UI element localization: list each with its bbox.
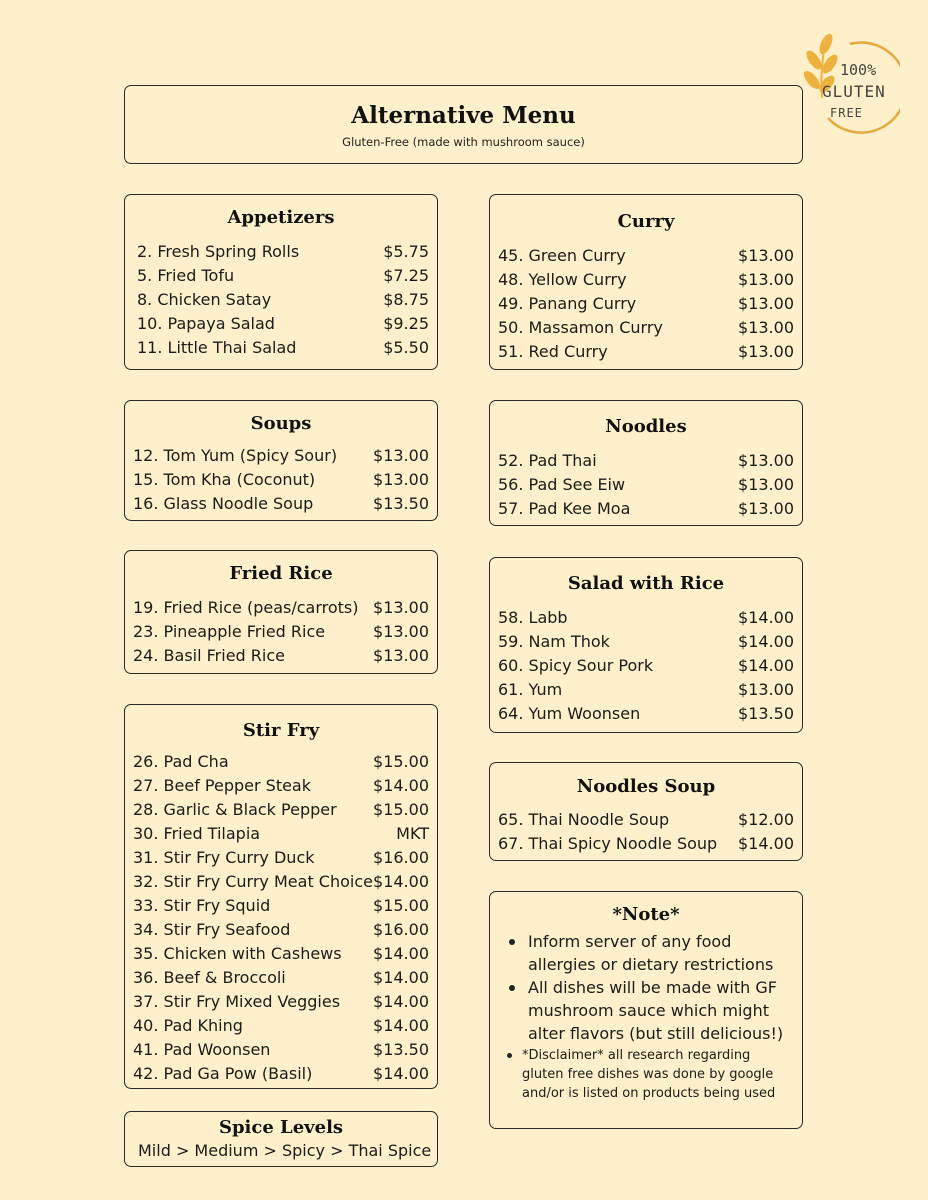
item-price: $14.00	[738, 834, 794, 853]
item-price: $13.00	[738, 342, 794, 361]
item-name: 51. Red Curry	[498, 342, 608, 361]
stir-fry-list	[133, 750, 429, 1086]
item-price: $13.00	[373, 446, 429, 465]
item-price: $13.00	[738, 451, 794, 470]
menu-item	[137, 288, 429, 312]
item-price: $8.75	[383, 290, 429, 309]
menu-item	[133, 492, 429, 516]
salad-with-rice-section	[489, 557, 803, 733]
menu-item	[133, 894, 429, 918]
menu-item	[498, 630, 794, 654]
menu-item	[498, 268, 794, 292]
item-name: 42. Pad Ga Pow (Basil)	[133, 1064, 313, 1083]
item-name: 61. Yum	[498, 680, 563, 699]
menu-item	[137, 336, 429, 360]
menu-item	[137, 264, 429, 288]
item-price: $14.00	[373, 776, 429, 795]
item-name: 15. Tom Kha (Coconut)	[133, 470, 316, 489]
appetizers-list	[137, 240, 429, 360]
section-heading: Soups	[250, 413, 312, 434]
noodles-section	[489, 400, 803, 526]
noodles-soup-list	[498, 808, 794, 856]
item-price: $13.00	[738, 680, 794, 699]
menu-item	[498, 449, 794, 473]
logo-text-free: FREE	[830, 106, 863, 120]
menu-item	[498, 473, 794, 497]
item-name: 11. Little Thai Salad	[137, 338, 297, 357]
menu-item	[498, 832, 794, 856]
curry-list	[498, 244, 794, 364]
gluten-free-logo	[800, 30, 900, 140]
item-price: $15.00	[373, 800, 429, 819]
section-heading: Stir Fry	[242, 720, 320, 741]
spice-levels-section	[124, 1111, 438, 1167]
bullet-icon	[509, 985, 515, 991]
menu-item	[498, 292, 794, 316]
note-text: All dishes will be made with GF mushroom sauce which might alter flavors (but still delicious!)	[528, 978, 784, 1043]
item-name: 31. Stir Fry Curry Duck	[133, 848, 315, 867]
fried-rice-section	[124, 550, 438, 674]
menu-item	[498, 654, 794, 678]
item-name: 33. Stir Fry Squid	[133, 896, 271, 915]
menu-item	[498, 340, 794, 364]
item-price: MKT	[396, 824, 429, 843]
item-name: 41. Pad Woonsen	[133, 1040, 271, 1059]
menu-item	[133, 990, 429, 1014]
item-name: 52. Pad Thai	[498, 451, 597, 470]
item-price: $16.00	[373, 920, 429, 939]
noodles-list	[498, 449, 794, 521]
fried-rice-list	[133, 596, 429, 668]
item-price: $14.00	[373, 1016, 429, 1035]
menu-item	[133, 798, 429, 822]
menu-item	[498, 316, 794, 340]
item-price: $13.00	[373, 646, 429, 665]
menu-item	[133, 620, 429, 644]
section-heading: Salad with Rice	[567, 573, 725, 594]
item-price: $13.50	[373, 1040, 429, 1059]
menu-header	[124, 85, 803, 164]
item-price: $14.00	[373, 944, 429, 963]
item-name: 8. Chicken Satay	[137, 290, 272, 309]
menu-item	[133, 750, 429, 774]
item-price: $16.00	[373, 848, 429, 867]
menu-item	[498, 606, 794, 630]
item-price: $9.25	[383, 314, 429, 333]
menu-item	[133, 942, 429, 966]
logo-text-gluten: GLUTEN	[822, 82, 886, 101]
menu-item	[133, 774, 429, 798]
item-name: 59. Nam Thok	[498, 632, 610, 651]
menu-item	[133, 870, 429, 894]
section-heading: Appetizers	[227, 207, 335, 228]
page-title: Alternative Menu	[351, 102, 576, 129]
logo-text-100: 100%	[840, 61, 877, 79]
item-price: $13.00	[373, 622, 429, 641]
item-price: $13.00	[738, 246, 794, 265]
item-name: 32. Stir Fry Curry Meat Choice	[133, 872, 373, 891]
section-heading: Noodles Soup	[576, 776, 716, 797]
menu-item	[137, 240, 429, 264]
menu-item	[133, 1014, 429, 1038]
item-price: $14.00	[738, 656, 794, 675]
menu-item	[133, 1038, 429, 1062]
menu-item	[133, 1062, 429, 1086]
item-name: 49. Panang Curry	[498, 294, 637, 313]
item-name: 37. Stir Fry Mixed Veggies	[133, 992, 341, 1011]
item-name: 40. Pad Khing	[133, 1016, 243, 1035]
noodles-soup-section	[489, 762, 803, 861]
item-price: $14.00	[738, 632, 794, 651]
menu-item	[498, 497, 794, 521]
item-name: 23. Pineapple Fried Rice	[133, 622, 326, 641]
disclaimer-bullet	[502, 1046, 790, 1103]
section-heading: Spice Levels	[218, 1117, 344, 1138]
item-price: $13.00	[373, 598, 429, 617]
menu-item	[133, 644, 429, 668]
item-name: 50. Massamon Curry	[498, 318, 663, 337]
note-text: Inform server of any food allergies or dietary restrictions	[528, 932, 774, 974]
item-name: 27. Beef Pepper Steak	[133, 776, 311, 795]
item-price: $15.00	[373, 752, 429, 771]
item-name: 65. Thai Noodle Soup	[498, 810, 670, 829]
item-price: $14.00	[373, 872, 429, 891]
stir-fry-section	[124, 704, 438, 1089]
note-section	[489, 891, 803, 1129]
menu-item	[133, 468, 429, 492]
item-price: $14.00	[373, 992, 429, 1011]
menu-item	[498, 808, 794, 832]
section-heading: *Note*	[612, 904, 680, 925]
item-name: 26. Pad Cha	[133, 752, 229, 771]
spice-levels-text: Mild > Medium > Spicy > Thai Spice	[138, 1141, 432, 1160]
section-heading: Noodles	[605, 416, 687, 437]
item-name: 56. Pad See Eiw	[498, 475, 626, 494]
item-name: 28. Garlic & Black Pepper	[133, 800, 337, 819]
item-name: 10. Papaya Salad	[137, 314, 275, 333]
menu-item	[498, 244, 794, 268]
item-price: $5.75	[383, 242, 429, 261]
item-price: $13.00	[738, 318, 794, 337]
item-price: $13.00	[738, 499, 794, 518]
item-price: $13.00	[373, 470, 429, 489]
menu-item	[133, 822, 429, 846]
item-name: 64. Yum Woonsen	[498, 704, 641, 723]
item-name: 16. Glass Noodle Soup	[133, 494, 314, 513]
item-name: 45. Green Curry	[498, 246, 626, 265]
item-price: $14.00	[373, 1064, 429, 1083]
item-name: 67. Thai Spicy Noodle Soup	[498, 834, 718, 853]
item-name: 35. Chicken with Cashews	[133, 944, 342, 963]
item-price: $5.50	[383, 338, 429, 357]
item-name: 34. Stir Fry Seafood	[133, 920, 291, 939]
item-name: 57. Pad Kee Moa	[498, 499, 631, 518]
section-heading: Fried Rice	[229, 563, 333, 584]
soups-list	[133, 444, 429, 516]
item-price: $13.50	[738, 704, 794, 723]
bullet-icon	[507, 1053, 512, 1058]
item-name: 5. Fried Tofu	[137, 266, 235, 285]
disclaimer-text: *Disclaimer* all research regarding gluten free dishes was done by google and/or is listed on products being used	[522, 1048, 776, 1101]
item-price: $13.00	[738, 294, 794, 313]
section-heading: Curry	[617, 211, 675, 232]
soups-section	[124, 400, 438, 521]
menu-item	[133, 444, 429, 468]
item-name: 48. Yellow Curry	[498, 270, 627, 289]
item-price: $13.00	[738, 475, 794, 494]
item-name: 19. Fried Rice (peas/carrots)	[133, 598, 359, 617]
item-price: $13.50	[373, 494, 429, 513]
menu-item	[133, 596, 429, 620]
note-bullet	[502, 930, 790, 976]
bullet-icon	[509, 939, 515, 945]
item-price: $13.00	[738, 270, 794, 289]
menu-item	[498, 678, 794, 702]
item-name: 30. Fried Tilapia	[133, 824, 261, 843]
item-name: 58. Labb	[498, 608, 568, 627]
item-name: 60. Spicy Sour Pork	[498, 656, 654, 675]
menu-item	[137, 312, 429, 336]
note-bullet	[502, 976, 790, 1045]
appetizers-section	[124, 194, 438, 370]
item-name: 24. Basil Fried Rice	[133, 646, 285, 665]
salad-with-rice-list	[498, 606, 794, 726]
item-name: 12. Tom Yum (Spicy Sour)	[133, 446, 338, 465]
menu-item	[133, 966, 429, 990]
page-subtitle: Gluten-Free (made with mushroom sauce)	[342, 135, 585, 149]
item-name: 36. Beef & Broccoli	[133, 968, 286, 987]
curry-section	[489, 194, 803, 370]
item-price: $14.00	[373, 968, 429, 987]
item-price: $14.00	[738, 608, 794, 627]
menu-item	[498, 702, 794, 726]
item-price: $15.00	[373, 896, 429, 915]
menu-item	[133, 918, 429, 942]
note-list	[502, 930, 790, 1103]
item-price: $12.00	[738, 810, 794, 829]
menu-item	[133, 846, 429, 870]
item-name: 2. Fresh Spring Rolls	[137, 242, 300, 261]
item-price: $7.25	[383, 266, 429, 285]
